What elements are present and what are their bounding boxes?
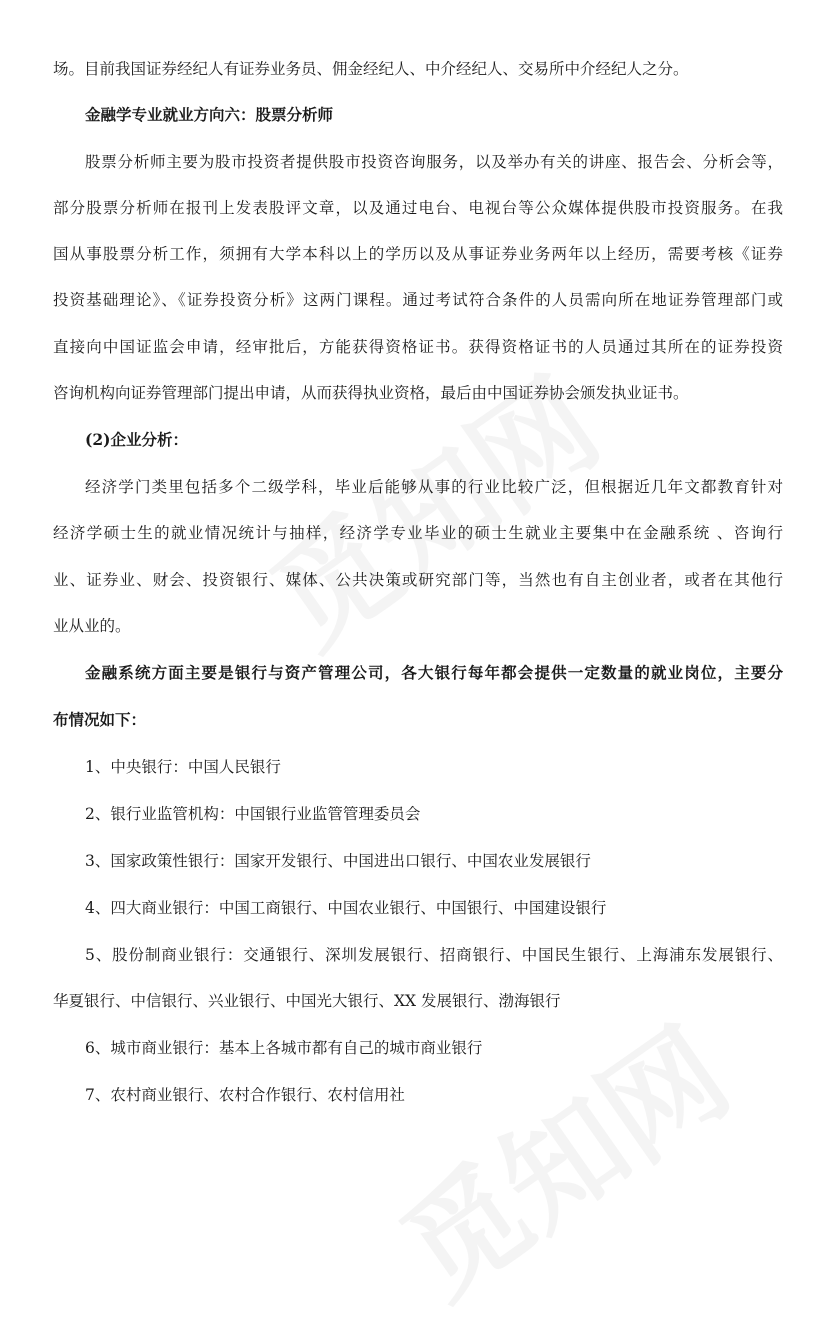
paragraph-line: 经济学门类里包括多个二级学科，毕业后能够从事的行业比较广泛，但根据近几年文都教育针对 (85, 478, 783, 496)
bold-paragraph-line: 布情况如下： (53, 710, 147, 729)
watermark-bottom (363, 982, 757, 1329)
list-item: 3、国家政策性银行：国家开发银行、中国进出口银行、中国农业发展银行 (85, 852, 591, 870)
paragraph-line: 场。目前我国证券经纪人有证券业务员、佣金经纪人、中介经纪人、交易所中介经纪人之分。 (53, 60, 689, 78)
list-item: 4、四大商业银行：中国工商银行、中国农业银行、中国银行、中国建设银行 (85, 899, 607, 917)
list-item: 5、股份制商业银行：交通银行、深圳发展银行、招商银行、中国民生银行、上海浦东发展银行、 (85, 946, 783, 964)
section-heading-enterprise-analysis: (2)企业分析： (85, 430, 188, 449)
paragraph-line: 咨询机构向证券管理部门提出申请，从而获得执业资格，最后由中国证券协会颁发执业证书。 (53, 384, 689, 402)
list-item: 7、农村商业银行、农村合作银行、农村信用社 (85, 1086, 405, 1104)
list-item: 6、城市商业银行：基本上各城市都有自己的城市商业银行 (85, 1039, 483, 1057)
paragraph-line: 经济学硕士生的就业情况统计与抽样，经济学专业毕业的硕士生就业主要集中在金融系统 、咨询行 (53, 524, 783, 542)
paragraph-line: 国从事股票分析工作，须拥有大学本科以上的学历以及从事证券业务两年以上经历，需要考核《证券 (53, 245, 783, 263)
paragraph-line: 业从业的。 (53, 617, 131, 635)
section-heading-stock-analyst: 金融学专业就业方向六：股票分析师 (85, 105, 334, 124)
bold-paragraph-line: 金融系统方面主要是银行与资产管理公司，各大银行每年都会提供一定数量的就业岗位，主要分 (85, 663, 783, 682)
paragraph-line: 直接向中国证监会申请，经审批后，方能获得资格证书。获得资格证书的人员通过其所在的证券投资 (53, 338, 783, 356)
paragraph-line: 投资基础理论》、《证券投资分析》这两门课程。通过考试符合条件的人员需向所在地证券管理部门或 (53, 291, 783, 309)
list-item: 1、中央银行：中国人民银行 (85, 758, 281, 776)
list-item: 2、银行业监管机构：中国银行业监管管理委员会 (85, 805, 421, 823)
paragraph-line: 股票分析师主要为股市投资者提供股市投资咨询服务，以及举办有关的讲座、报告会、分析会等， (85, 153, 783, 171)
list-item-continuation: 华夏银行、中信银行、兴业银行、中国光大银行、XX 发展银行、渤海银行 (53, 992, 561, 1010)
paragraph-line: 部分股票分析师在报刊上发表股评文章，以及通过电台、电视台等公众媒体提供股市投资服务。在我 (53, 199, 783, 217)
paragraph-line: 业、证券业、财会、投资银行、媒体、公共决策或研究部门等，当然也有自主创业者，或者在其他行 (53, 571, 783, 589)
